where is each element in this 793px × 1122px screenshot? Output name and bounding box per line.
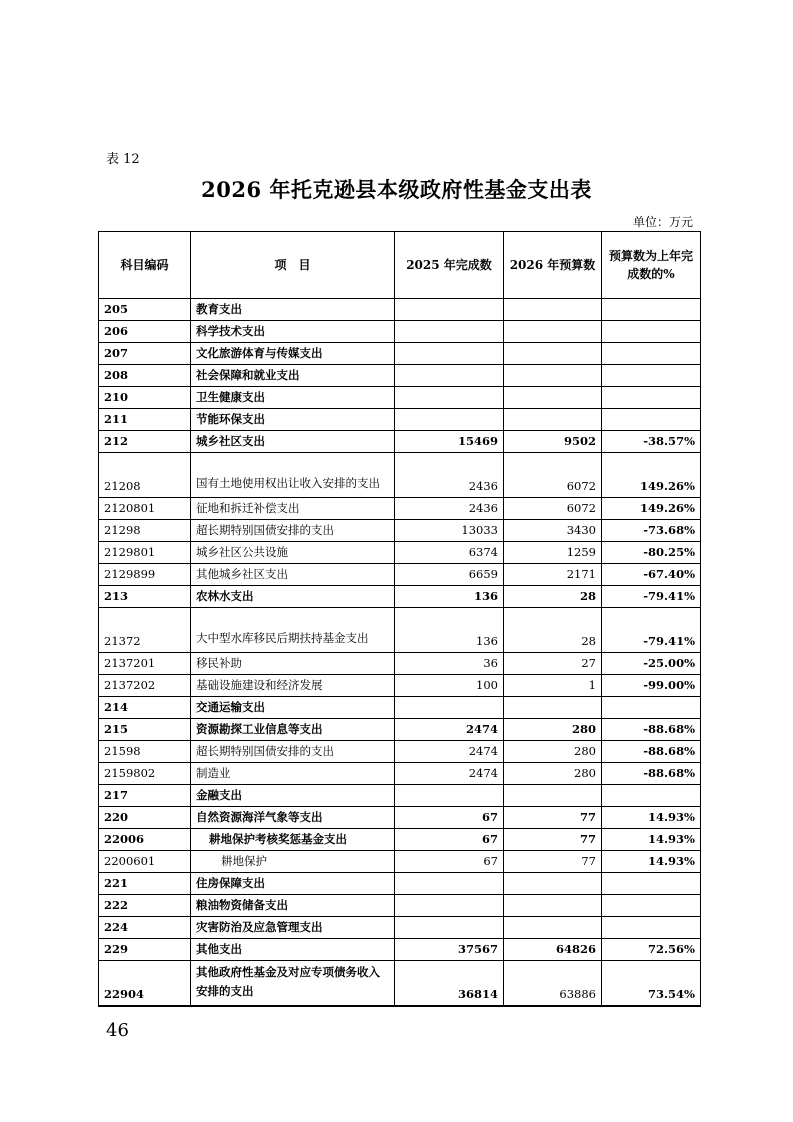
row-item: 耕地保护 <box>191 851 395 873</box>
row-item: 教育支出 <box>191 299 395 321</box>
table-row <box>99 741 701 763</box>
table-row <box>99 895 701 917</box>
row-budget-2026: 9502 <box>504 431 602 453</box>
row-ratio: -79.41% <box>602 586 701 608</box>
row-ratio: 73.54% <box>602 961 701 1007</box>
row-budget-2026: 77 <box>504 807 602 829</box>
row-code: 2129801 <box>99 542 191 564</box>
row-completed-2025 <box>395 409 504 431</box>
row-budget-2026: 27 <box>504 653 602 675</box>
row-ratio <box>602 917 701 939</box>
row-ratio: -38.57% <box>602 431 701 453</box>
row-item: 其他支出 <box>191 939 395 961</box>
row-completed-2025: 67 <box>395 851 504 873</box>
row-budget-2026: 1259 <box>504 542 602 564</box>
table-row <box>99 299 701 321</box>
row-budget-2026 <box>504 321 602 343</box>
row-ratio <box>602 697 701 719</box>
table-row <box>99 785 701 807</box>
header-completed-2025: 2025 年完成数 <box>395 232 504 299</box>
row-item: 自然资源海洋气象等支出 <box>191 807 395 829</box>
table-row <box>99 542 701 564</box>
header-ratio: 预算数为上年完成数的% <box>602 232 701 299</box>
row-item: 资源勘探工业信息等支出 <box>191 719 395 741</box>
row-item: 超长期特别国债安排的支出 <box>191 520 395 542</box>
row-ratio: -73.68% <box>602 520 701 542</box>
row-item: 大中型水库移民后期扶持基金支出 <box>191 608 395 653</box>
header-code: 科目编码 <box>99 232 191 299</box>
row-item: 城乡社区公共设施 <box>191 542 395 564</box>
row-item: 其他政府性基金及对应专项债务收入安排的支出 <box>191 961 395 1007</box>
page-title: 2026 年托克逊县本级政府性基金支出表 <box>201 177 592 202</box>
table-row <box>99 763 701 785</box>
row-code: 21372 <box>99 608 191 653</box>
table-row <box>99 365 701 387</box>
row-completed-2025 <box>395 321 504 343</box>
row-completed-2025 <box>395 697 504 719</box>
row-item: 基础设施建设和经济发展 <box>191 675 395 697</box>
row-code: 2120801 <box>99 498 191 520</box>
table-row <box>99 564 701 586</box>
table-row <box>99 321 701 343</box>
row-ratio <box>602 343 701 365</box>
row-completed-2025: 136 <box>395 608 504 653</box>
table-row <box>99 387 701 409</box>
row-code: 211 <box>99 409 191 431</box>
row-budget-2026: 63886 <box>504 961 602 1007</box>
table-row <box>99 653 701 675</box>
row-code: 205 <box>99 299 191 321</box>
row-budget-2026 <box>504 299 602 321</box>
row-completed-2025 <box>395 365 504 387</box>
row-item: 移民补助 <box>191 653 395 675</box>
row-ratio: 149.26% <box>602 498 701 520</box>
row-code: 22904 <box>99 961 191 1007</box>
table-row <box>99 343 701 365</box>
row-budget-2026 <box>504 387 602 409</box>
row-completed-2025 <box>395 785 504 807</box>
row-ratio <box>602 785 701 807</box>
row-budget-2026: 1 <box>504 675 602 697</box>
row-budget-2026: 280 <box>504 719 602 741</box>
unit-label: 单位：万元 <box>632 215 693 229</box>
table-body <box>99 299 701 1007</box>
row-ratio: -99.00% <box>602 675 701 697</box>
row-code: 2137201 <box>99 653 191 675</box>
row-budget-2026: 3430 <box>504 520 602 542</box>
row-ratio: -88.68% <box>602 763 701 785</box>
row-budget-2026: 64826 <box>504 939 602 961</box>
table-header-row <box>99 232 701 299</box>
row-budget-2026 <box>504 917 602 939</box>
row-ratio <box>602 365 701 387</box>
row-code: 213 <box>99 586 191 608</box>
row-ratio: 14.93% <box>602 851 701 873</box>
row-budget-2026: 77 <box>504 829 602 851</box>
row-code: 214 <box>99 697 191 719</box>
row-ratio <box>602 299 701 321</box>
table-row <box>99 608 701 653</box>
row-item: 住房保障支出 <box>191 873 395 895</box>
row-code: 221 <box>99 873 191 895</box>
table-row <box>99 498 701 520</box>
row-code: 220 <box>99 807 191 829</box>
row-ratio: 72.56% <box>602 939 701 961</box>
row-code: 21208 <box>99 453 191 498</box>
row-code: 224 <box>99 917 191 939</box>
row-completed-2025 <box>395 387 504 409</box>
row-budget-2026 <box>504 697 602 719</box>
row-ratio: -88.68% <box>602 741 701 763</box>
row-budget-2026: 2171 <box>504 564 602 586</box>
row-ratio: -79.41% <box>602 608 701 653</box>
row-item: 卫生健康支出 <box>191 387 395 409</box>
row-completed-2025 <box>395 895 504 917</box>
row-item: 交通运输支出 <box>191 697 395 719</box>
row-code: 222 <box>99 895 191 917</box>
table-row <box>99 586 701 608</box>
table-label: 表 12 <box>106 152 140 167</box>
row-item: 国有土地使用权出让收入安排的支出 <box>191 453 395 498</box>
row-ratio <box>602 321 701 343</box>
table-row <box>99 409 701 431</box>
header-item: 项 目 <box>191 232 395 299</box>
row-completed-2025: 67 <box>395 807 504 829</box>
row-code: 217 <box>99 785 191 807</box>
row-code: 2129899 <box>99 564 191 586</box>
row-code: 21598 <box>99 741 191 763</box>
row-budget-2026: 6072 <box>504 498 602 520</box>
row-item: 制造业 <box>191 763 395 785</box>
table-row <box>99 453 701 498</box>
row-ratio <box>602 873 701 895</box>
row-ratio: 149.26% <box>602 453 701 498</box>
row-item: 超长期特别国债安排的支出 <box>191 741 395 763</box>
row-budget-2026 <box>504 895 602 917</box>
fund-expenditure-table <box>98 231 701 1007</box>
row-ratio <box>602 409 701 431</box>
row-budget-2026: 28 <box>504 586 602 608</box>
page-number: 46 <box>106 1020 129 1041</box>
row-completed-2025: 36 <box>395 653 504 675</box>
row-completed-2025: 2474 <box>395 763 504 785</box>
row-completed-2025: 100 <box>395 675 504 697</box>
row-code: 2137202 <box>99 675 191 697</box>
row-code: 208 <box>99 365 191 387</box>
row-ratio: -88.68% <box>602 719 701 741</box>
row-item: 社会保障和就业支出 <box>191 365 395 387</box>
row-completed-2025: 67 <box>395 829 504 851</box>
row-budget-2026 <box>504 785 602 807</box>
row-completed-2025 <box>395 873 504 895</box>
row-item: 文化旅游体育与传媒支出 <box>191 343 395 365</box>
row-budget-2026: 280 <box>504 763 602 785</box>
row-code: 2159802 <box>99 763 191 785</box>
row-code: 210 <box>99 387 191 409</box>
row-completed-2025: 37567 <box>395 939 504 961</box>
row-completed-2025: 2474 <box>395 741 504 763</box>
row-budget-2026 <box>504 343 602 365</box>
row-budget-2026 <box>504 873 602 895</box>
header-budget-2026: 2026 年预算数 <box>504 232 602 299</box>
table-row <box>99 431 701 453</box>
row-item: 征地和拆迁补偿支出 <box>191 498 395 520</box>
row-item: 城乡社区支出 <box>191 431 395 453</box>
table-row <box>99 961 701 1007</box>
row-ratio: -67.40% <box>602 564 701 586</box>
row-completed-2025: 6374 <box>395 542 504 564</box>
row-completed-2025 <box>395 917 504 939</box>
table-row <box>99 829 701 851</box>
row-item: 节能环保支出 <box>191 409 395 431</box>
row-code: 207 <box>99 343 191 365</box>
row-completed-2025: 2436 <box>395 453 504 498</box>
row-ratio: -80.25% <box>602 542 701 564</box>
table-row <box>99 807 701 829</box>
row-code: 22006 <box>99 829 191 851</box>
row-ratio: 14.93% <box>602 807 701 829</box>
row-budget-2026: 77 <box>504 851 602 873</box>
row-completed-2025: 136 <box>395 586 504 608</box>
table-row <box>99 675 701 697</box>
row-code: 215 <box>99 719 191 741</box>
row-item: 耕地保护考核奖惩基金支出 <box>191 829 395 851</box>
row-completed-2025: 6659 <box>395 564 504 586</box>
table-row <box>99 939 701 961</box>
row-completed-2025 <box>395 299 504 321</box>
row-budget-2026 <box>504 365 602 387</box>
row-code: 206 <box>99 321 191 343</box>
row-code: 21298 <box>99 520 191 542</box>
row-item: 农林水支出 <box>191 586 395 608</box>
row-code: 229 <box>99 939 191 961</box>
row-ratio: -25.00% <box>602 653 701 675</box>
row-ratio: 14.93% <box>602 829 701 851</box>
row-item: 其他城乡社区支出 <box>191 564 395 586</box>
table-row <box>99 851 701 873</box>
table-row <box>99 873 701 895</box>
row-budget-2026: 6072 <box>504 453 602 498</box>
table-row <box>99 697 701 719</box>
row-completed-2025: 15469 <box>395 431 504 453</box>
row-completed-2025: 2436 <box>395 498 504 520</box>
table-row <box>99 520 701 542</box>
row-completed-2025: 36814 <box>395 961 504 1007</box>
row-budget-2026: 280 <box>504 741 602 763</box>
row-code: 212 <box>99 431 191 453</box>
table-row <box>99 917 701 939</box>
row-completed-2025 <box>395 343 504 365</box>
row-item: 金融支出 <box>191 785 395 807</box>
row-completed-2025: 2474 <box>395 719 504 741</box>
row-code: 2200601 <box>99 851 191 873</box>
row-completed-2025: 13033 <box>395 520 504 542</box>
row-item: 灾害防治及应急管理支出 <box>191 917 395 939</box>
row-item: 粮油物资储备支出 <box>191 895 395 917</box>
row-item: 科学技术支出 <box>191 321 395 343</box>
row-budget-2026: 28 <box>504 608 602 653</box>
row-ratio <box>602 895 701 917</box>
table-row <box>99 719 701 741</box>
row-budget-2026 <box>504 409 602 431</box>
row-ratio <box>602 387 701 409</box>
